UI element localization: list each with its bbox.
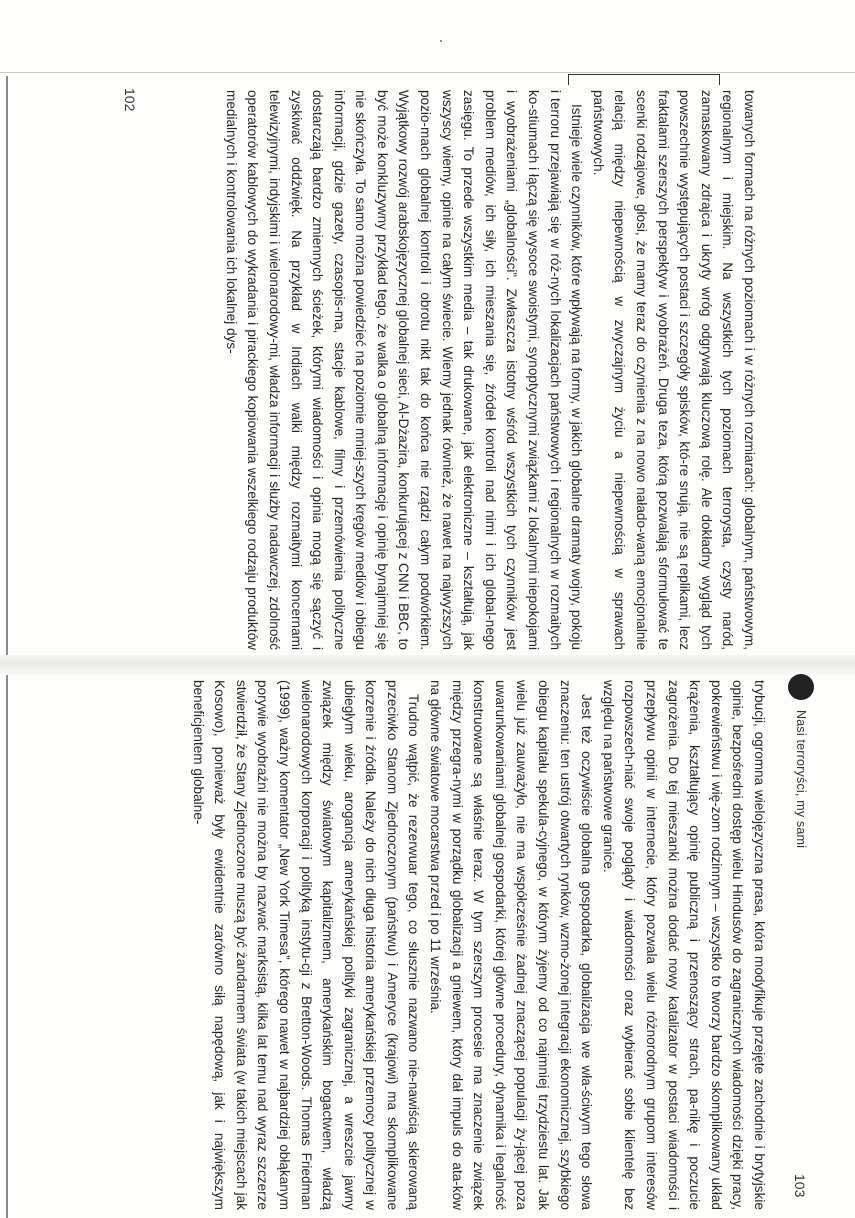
page-number-102: 102 bbox=[122, 88, 138, 112]
margin-bracket-mark bbox=[568, 74, 720, 85]
book-gutter bbox=[0, 655, 855, 675]
right-page-paragraph-1: trybucji, ogromna wielojęzyczna prasa, która modyfikuje przejęte zachodnie i brytyjskie opinie, bezpośredni dostęp wielu Hindusów do zagranicznych wiadomości dzięki pracy, pokrewieństwu i wię-zom rodzinnym – wszystko to tworzy bardzo skomplikowany układ krążenia, kształtujący opinię publiczną i przenoszący strach, pa-nikę i poczucie zagrożenia. Do tej mieszanki można dodać nowy katalizator w postaci wiadomości i przepływu opinii w internecie, który pozwala wielu różnorodnym grupom interesów rozpowszech-niać swoje poglądy i wiadomości oraz wybierać sobie klientelę bez względu na państwowe granice. bbox=[600, 680, 767, 1210]
paper-top-edge bbox=[0, 72, 855, 73]
right-page-body bbox=[187, 680, 770, 1210]
section-marker-bullet bbox=[788, 674, 814, 700]
scan-speck bbox=[440, 40, 442, 42]
paper-left-edge bbox=[6, 76, 8, 1218]
left-page-paragraph-1: towanych formach na różnych poziomach i w różnych rozmiarach: globalnym, państwowym, regionalnym i miejskim. Na wszystkich tych poziomach terrorysta, czysty naród, zamaskowany zdrajca i ukryty wróg odgrywają kluczową rolę. Ale dokładny wygląd tych powszechnie występujących postaci i szczegóły spisków, któ-re snują, nie są replikami, lecz fraktalami szerszych perspektyw i wyobrażeń. Druga teza, którą pozwalają sformułować te scenki rodzajowe, głosi, że mamy teraz do czynienia z na nowo nałado-waną emocjonalnie relacją między niepewnością w zwyczajnym życiu a niepewnością w sprawach państwowych. bbox=[590, 90, 757, 650]
left-page-paragraph-2: Istnieje wiele czynników, które wpływają na formy, w jakich globalne dramaty wojny, pokoju i terroru przejawiają się w róż-nych lokalizacjach państwowych i regionalnych w rozmaitych ko-stiumach i łączą się wysoce swoistymi, synoptycznymi związkami z lokalnymi niepokojami i wyobrażeniami „globalności”. Zwłaszcza istotny wśród wszystkich tych czynników jest problem mediów, ich siły, ich mieszania się, źródeł kontroli nad nimi i ich global-nego zasięgu. To przede wszystkim media – tak drukowane, jak elektroniczne – kształtują, jak wszyscy wiemy, opinie na całym świecie. Wiemy jednak również, że nawet na najwyższych pozio-mach globalnej kontroli i obrotu nikt tak do końca nie rządzi całym podwórkiem. Wyjątkowy rozwój arabskojęzycznej globalnej sieci, Al-Dżazira, konkurującej z CNN i BBC, to być może konkluzywny przykład tego, że walka o globalną informację i opinię bynajmniej się nie skończyła. To samo można powiedzieć na poziomie mniej-szych kręgów mediów i obiegu informacji, gdzie gazety, czasopis-ma, stacje kablowe, filmy i przemówienia polityczne dostarczają bardzo zmiennych ścieżek, którymi wiadomości i opinia mogą się sączyć i zyskiwać oddźwięk. Na przykład w Indiach walki między rozmaitymi koncernami telewizyjnymi, indyjskimi i wielonarodowy-mi, władza informacji i służby nadawczej, zdolność operatorów kablowych do wykradania i pirackiego kopiowania wszelkiego rodzaju produktów medialnych i kontrolowania ich lokalnej dys- bbox=[223, 90, 585, 650]
page-number-103: 103 bbox=[792, 1174, 808, 1198]
right-page-paragraph-2: Jest też oczywiście globalna gospodarka, globalizacja we wła-ściwym tego słowa znaczeniu: ten ustrój otwartych rynków, wzmo-żonej integracji ekonomicznej, szybkiego obiegu kapitału spekula-cyjnego, w którym żyjemy od co najmniej trzydziestu lat. Jak wielu już zauważyło, nie ma współcześnie żadnej znaczącej populacji ży-jącej poza uwarunkowaniami globalnej gospodarki, której główne procedury, dynamika i legalność konstruowane są właśnie teraz. W tym szerszym procesie ma znaczenie związek między przegra-nymi w porządku globalizacji a gniewem, który dał impuls do ata-ków na główne światowe mocarstwa przed i po 11 września. bbox=[428, 680, 595, 1210]
left-page bbox=[120, 90, 760, 650]
right-page bbox=[80, 680, 808, 1210]
left-page-body bbox=[220, 90, 760, 650]
right-page-paragraph-3: Trudno wątpić, że rezerwuar tego, co słusznie nazwano nie-nawiścią skierowaną przeciwko Stanom Zjednoczonym (państwu) i Ameryce (krajowi) ma skomplikowane korzenie i źródła. Należy do nich długa historia amerykańskiej przemocy politycznej w ubiegłym wieku, arogancja amerykańskiej polityki zagranicznej, a wreszcie jawny związek między światowym kapitalizmem, amerykańskim bogactwem, władzą wielonarodowych korporacji i polityką instytu-cji z Bretton-Woods. Thomas Friedman (1999), ważny komentator „New York Timesa”, którego nawet w najbardziej obłąkanym porywie wyobraźni nie można by nazwać marksistą, kilka lat temu nad wyraz szczerze stwierdził, że Stany Zjednoczone muszą być żandarmem świata (w takich miejscach jak Kosowo), ponieważ były ewidentnie zarówno siłą napędową, jak i największym beneficjentem globalne- bbox=[190, 680, 422, 1210]
running-head: Nasi terroryści, my sami bbox=[794, 710, 808, 849]
